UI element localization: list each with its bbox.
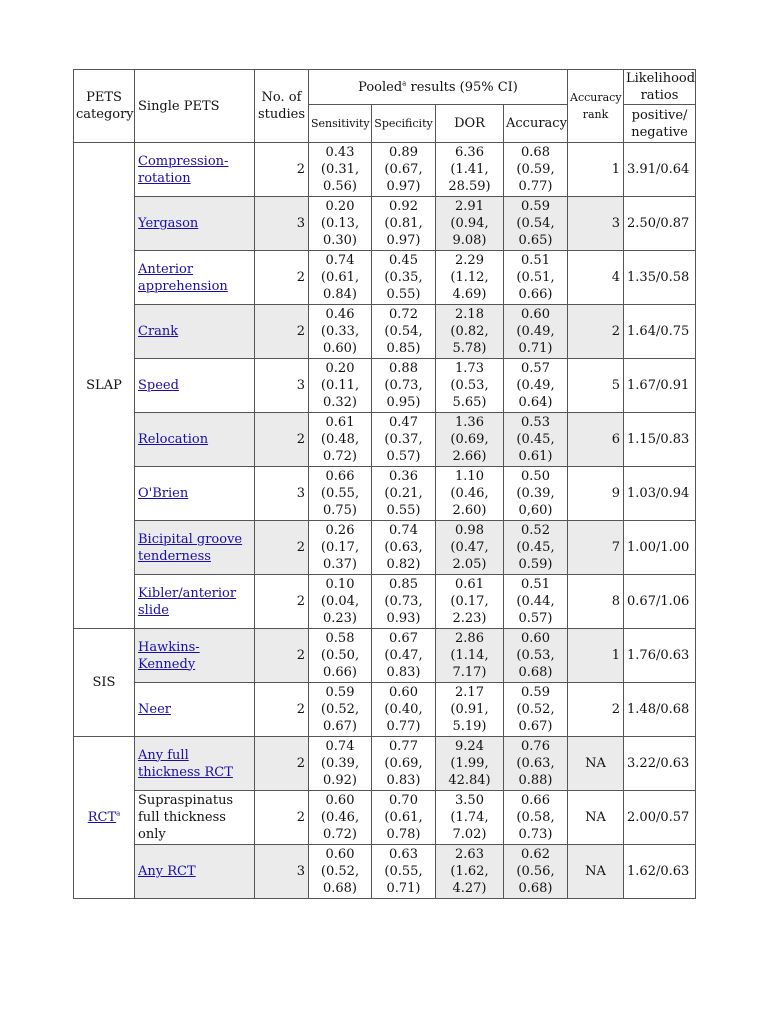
accuracy-value: 0.51 (0.44, 0.57) [504, 575, 568, 629]
accuracy-value: 0.59 (0.52, 0.67) [504, 683, 568, 737]
test-link[interactable]: Kibler/anterior slide [138, 585, 237, 618]
table-row [74, 413, 696, 467]
likelihood-ratio: 1.62/0.63 [624, 845, 696, 899]
accuracy-value: 0.53 (0.45, 0.61) [504, 413, 568, 467]
dor-value: 6.36 (1.41, 28.59) [436, 143, 504, 197]
table-row [74, 251, 696, 305]
table-row [74, 305, 696, 359]
test-link[interactable]: Speed [138, 378, 179, 393]
table-row [74, 629, 696, 683]
studies-count: 2 [255, 629, 309, 683]
sensitivity-value: 0.46 (0.33, 0.60) [309, 305, 372, 359]
header-pooled-suffix: results (95% CI) [406, 79, 518, 95]
sensitivity-value: 0.66 (0.55, 0.75) [309, 467, 372, 521]
header-pooled-results [309, 70, 568, 105]
specificity-value: 0.47 (0.37, 0.57) [372, 413, 436, 467]
accuracy-rank: NA [568, 791, 624, 845]
test-name[interactable] [135, 197, 255, 251]
accuracy-value: 0.50 (0.39, 0,60) [504, 467, 568, 521]
dor-value: 1.10 (0.46, 2.60) [436, 467, 504, 521]
accuracy-rank: 1 [568, 629, 624, 683]
accuracy-rank: 4 [568, 251, 624, 305]
category-rct[interactable] [74, 737, 135, 899]
accuracy-rank: 5 [568, 359, 624, 413]
accuracy-value: 0.59 (0.54, 0.65) [504, 197, 568, 251]
likelihood-ratio: 1.64/0.75 [624, 305, 696, 359]
likelihood-ratio: 1.00/1.00 [624, 521, 696, 575]
specificity-value: 0.70 (0.61, 0.78) [372, 791, 436, 845]
specificity-value: 0.77 (0.69, 0.83) [372, 737, 436, 791]
test-link[interactable]: Neer [138, 702, 171, 717]
test-name[interactable] [135, 521, 255, 575]
studies-count: 2 [255, 791, 309, 845]
table-row [74, 845, 696, 899]
test-name[interactable] [135, 413, 255, 467]
likelihood-ratio: 1.35/0.58 [624, 251, 696, 305]
table-row [74, 737, 696, 791]
specificity-value: 0.89 (0.67, 0.97) [372, 143, 436, 197]
dor-value: 2.63 (1.62, 4.27) [436, 845, 504, 899]
category-sis [74, 629, 135, 737]
dor-value: 0.61 (0.17, 2.23) [436, 575, 504, 629]
sensitivity-value: 0.59 (0.52, 0.67) [309, 683, 372, 737]
sensitivity-value: 0.60 (0.46, 0.72) [309, 791, 372, 845]
test-link[interactable]: Yergason [138, 216, 199, 231]
header-single-pets: Single PETS [135, 70, 255, 143]
accuracy-rank: 3 [568, 197, 624, 251]
sensitivity-value: 0.10 (0.04, 0.23) [309, 575, 372, 629]
specificity-value: 0.63 (0.55, 0.71) [372, 845, 436, 899]
category-sis-label: SIS [92, 675, 116, 690]
dor-value: 2.86 (1.14, 7.17) [436, 629, 504, 683]
category-slap-label: SLAP [86, 378, 122, 393]
studies-count: 2 [255, 683, 309, 737]
studies-count: 2 [255, 413, 309, 467]
accuracy-value: 0.60 (0.53, 0.68) [504, 629, 568, 683]
test-link[interactable]: O'Brien [138, 486, 189, 501]
table-row [74, 143, 696, 197]
sensitivity-value: 0.74 (0.61, 0.84) [309, 251, 372, 305]
accuracy-rank: 9 [568, 467, 624, 521]
category-slap [74, 143, 135, 629]
header-pooled-footnote: a [402, 79, 407, 88]
likelihood-ratio: 2.50/0.87 [624, 197, 696, 251]
accuracy-value: 0.52 (0.45, 0.59) [504, 521, 568, 575]
accuracy-value: 0.66 (0.58, 0.73) [504, 791, 568, 845]
table-row [74, 197, 696, 251]
specificity-value: 0.72 (0.54, 0.85) [372, 305, 436, 359]
likelihood-ratio: 3.91/0.64 [624, 143, 696, 197]
dor-value: 2.17 (0.91, 5.19) [436, 683, 504, 737]
accuracy-rank: 2 [568, 305, 624, 359]
accuracy-rank: 7 [568, 521, 624, 575]
accuracy-value: 0.57 (0.49, 0.64) [504, 359, 568, 413]
accuracy-rank: 1 [568, 143, 624, 197]
category-rct-label[interactable]: RCT [87, 810, 117, 825]
studies-count: 2 [255, 143, 309, 197]
accuracy-value: 0.60 (0.49, 0.71) [504, 305, 568, 359]
dor-value: 1.36 (0.69, 2.66) [436, 413, 504, 467]
accuracy-rank: 8 [568, 575, 624, 629]
header-pets-category: PETS category [74, 70, 135, 143]
accuracy-value: 0.68 (0.59, 0.77) [504, 143, 568, 197]
studies-count: 2 [255, 305, 309, 359]
specificity-value: 0.36 (0.21, 0.55) [372, 467, 436, 521]
accuracy-rank: NA [568, 737, 624, 791]
dor-value: 9.24 (1.99, 42.84) [436, 737, 504, 791]
header-positive-negative: positive/ negative [624, 105, 696, 143]
header-sensitivity: Sensitivity [309, 105, 372, 143]
sensitivity-value: 0.60 (0.52, 0.68) [309, 845, 372, 899]
specificity-value: 0.92 (0.81, 0.97) [372, 197, 436, 251]
pets-results-table [73, 69, 696, 899]
accuracy-rank: NA [568, 845, 624, 899]
test-link[interactable]: Bicipital groove tenderness [138, 531, 243, 564]
test-link[interactable]: Crank [138, 324, 179, 339]
accuracy-value: 0.76 (0.63, 0.88) [504, 737, 568, 791]
test-link[interactable]: Hawkins-Kennedy [138, 639, 200, 672]
test-name[interactable] [135, 251, 255, 305]
sensitivity-value: 0.20 (0.13, 0.30) [309, 197, 372, 251]
accuracy-value: 0.51 (0.51, 0.66) [504, 251, 568, 305]
test-name: Supraspinatus full thickness only [135, 791, 255, 845]
sensitivity-value: 0.58 (0.50, 0.66) [309, 629, 372, 683]
likelihood-ratio: 3.22/0.63 [624, 737, 696, 791]
specificity-value: 0.67 (0.47, 0.83) [372, 629, 436, 683]
dor-value: 2.29 (1.12, 4.69) [436, 251, 504, 305]
specificity-value: 0.74 (0.63, 0.82) [372, 521, 436, 575]
sensitivity-value: 0.61 (0.48, 0.72) [309, 413, 372, 467]
sensitivity-value: 0.20 (0.11, 0.32) [309, 359, 372, 413]
header-no-of-studies: No. of studies [255, 70, 309, 143]
sensitivity-value: 0.43 (0.31, 0.56) [309, 143, 372, 197]
table-row [74, 467, 696, 521]
accuracy-rank: 2 [568, 683, 624, 737]
dor-value: 1.73 (0.53, 5.65) [436, 359, 504, 413]
header-specificity: Specificity [372, 105, 436, 143]
test-name[interactable] [135, 143, 255, 197]
test-link[interactable]: Compression-rotation [138, 153, 229, 186]
table-row [74, 683, 696, 737]
test-name[interactable] [135, 467, 255, 521]
header-accuracy: Accuracy [504, 105, 568, 143]
studies-count: 2 [255, 521, 309, 575]
dor-value: 2.18 (0.82, 5.78) [436, 305, 504, 359]
dor-value: 2.91 (0.94, 9.08) [436, 197, 504, 251]
specificity-value: 0.85 (0.73, 0.93) [372, 575, 436, 629]
dor-value: 0.98 (0.47, 2.05) [436, 521, 504, 575]
test-name[interactable] [135, 845, 255, 899]
likelihood-ratio: 1.48/0.68 [624, 683, 696, 737]
studies-count: 3 [255, 467, 309, 521]
sensitivity-value: 0.74 (0.39, 0.92) [309, 737, 372, 791]
table-row [74, 521, 696, 575]
studies-count: 2 [255, 737, 309, 791]
table-row [74, 791, 696, 845]
test-link[interactable]: Any full thickness RCT [138, 747, 233, 780]
test-name[interactable] [135, 737, 255, 791]
studies-count: 3 [255, 197, 309, 251]
test-name[interactable] [135, 305, 255, 359]
dor-value: 3.50 (1.74, 7.02) [436, 791, 504, 845]
likelihood-ratio: 1.03/0.94 [624, 467, 696, 521]
studies-count: 3 [255, 845, 309, 899]
test-name[interactable] [135, 629, 255, 683]
sensitivity-value: 0.26 (0.17, 0.37) [309, 521, 372, 575]
likelihood-ratio: 0.67/1.06 [624, 575, 696, 629]
test-link[interactable]: Relocation [138, 432, 209, 447]
specificity-value: 0.45 (0.35, 0.55) [372, 251, 436, 305]
table-row [74, 575, 696, 629]
header-pooled-label: Pooled [358, 79, 403, 95]
accuracy-rank: 6 [568, 413, 624, 467]
studies-count: 3 [255, 359, 309, 413]
specificity-value: 0.60 (0.40, 0.77) [372, 683, 436, 737]
likelihood-ratio: 1.15/0.83 [624, 413, 696, 467]
accuracy-value: 0.62 (0.56, 0.68) [504, 845, 568, 899]
studies-count: 2 [255, 575, 309, 629]
rct-footnote-marker: a [116, 809, 121, 818]
header-accuracy-rank: Accuracy rank [568, 70, 624, 143]
likelihood-ratio: 1.76/0.63 [624, 629, 696, 683]
test-name[interactable] [135, 575, 255, 629]
likelihood-ratio: 1.67/0.91 [624, 359, 696, 413]
specificity-value: 0.88 (0.73, 0.95) [372, 359, 436, 413]
table-row [74, 359, 696, 413]
test-name[interactable] [135, 683, 255, 737]
header-likelihood-ratios: Likelihood ratios [624, 70, 696, 105]
studies-count: 2 [255, 251, 309, 305]
test-link[interactable]: Any RCT [138, 864, 196, 879]
test-link[interactable]: Anterior apprehension [138, 261, 228, 294]
likelihood-ratio: 2.00/0.57 [624, 791, 696, 845]
header-dor: DOR [436, 105, 504, 143]
test-name[interactable] [135, 359, 255, 413]
